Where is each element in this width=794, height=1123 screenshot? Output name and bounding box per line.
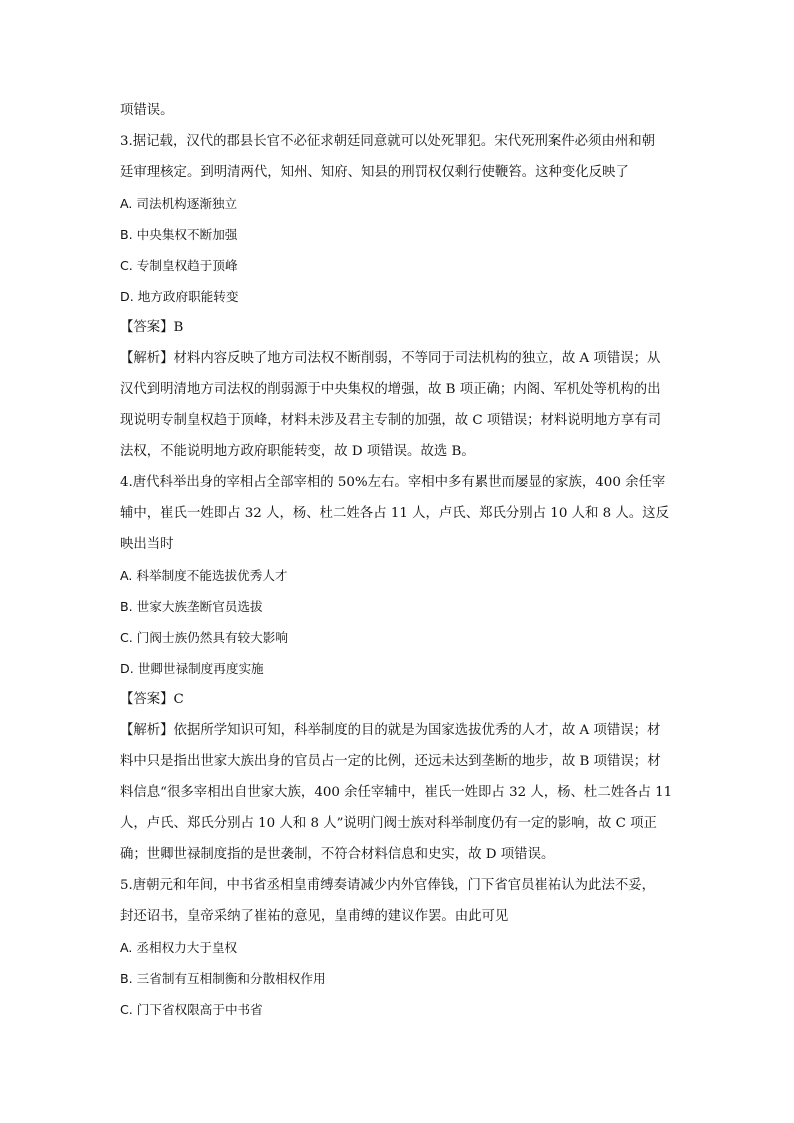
question-5-stem-cont: 封还诏书，皇帝采纳了崔祐的意见，皇甫缚的建议作罢。由此可见 xyxy=(120,909,509,924)
question-4-stem: 4.唐代科举出身的宰相占全部宰相的 50%左右。宰相中多有累世而屡显的家族，400 余任宰 xyxy=(120,475,666,490)
question-4-option-b: B. 世家大族垄断官员选拔 xyxy=(120,599,263,614)
question-5-stem: 5.唐朝元和年间，中书省丞相皇甫缚奏请减少内外官俸钱，门下省官员崔祐认为此法不妥， xyxy=(120,878,656,893)
question-4-analysis-cont: 确；世卿世禄制度指的是世袭制，不符合材料信息和史实，故 D 项错误。 xyxy=(120,847,555,862)
question-4-stem-cont: 映出当时 xyxy=(120,537,174,552)
question-4-option-d: D. 世卿世禄制度再度实施 xyxy=(120,661,264,676)
question-4-analysis: 【解析】依据所学知识可知，科举制度的目的就是为国家选拔优秀的人才，故 A 项错误；材 xyxy=(120,723,661,738)
question-3-analysis-cont: 汉代到明清地方司法权的削弱源于中央集权的增强，故 B 项正确；内阁、军机处等机构的出 xyxy=(120,382,661,397)
question-3-stem-cont: 廷审理核定。到明清两代，知州、知府、知县的刑罚权仅剩行使鞭笞。这种变化反映了 xyxy=(120,165,629,180)
question-4-analysis-cont: 料信息“很多宰相出自世家大族，400 余任宰辅中，崔氏一姓即占 32 人，杨、杜二姓各占 11 xyxy=(120,785,673,800)
question-5-option-c: C. 门下省权限高于中书省 xyxy=(120,1002,263,1017)
question-3-analysis: 【解析】材料内容反映了地方司法权不断削弱，不等同于司法机构的独立，故 A 项错误；从 xyxy=(120,351,661,366)
text-line: 项错误。 xyxy=(120,103,174,118)
question-3-answer: 【答案】B xyxy=(120,320,184,335)
question-4-stem-cont: 辅中，崔氏一姓即占 32 人，杨、杜二姓各占 11 人，卢氏、郑氏分别占 10 人和 8 人。这反 xyxy=(120,506,669,521)
question-3-option-c: C. 专制皇权趋于顶峰 xyxy=(120,258,238,273)
question-4-answer: 【答案】C xyxy=(120,692,184,707)
question-3-option-d: D. 地方政府职能转变 xyxy=(120,289,239,304)
question-3-option-b: B. 中央集权不断加强 xyxy=(120,227,238,242)
question-4-option-c: C. 门阀士族仍然具有较大影响 xyxy=(120,630,288,645)
question-4-analysis-cont: 料中只是指出世家大族出身的官员占一定的比例，还远未达到垄断的地步，故 B 项错误；材 xyxy=(120,754,661,769)
question-3-analysis-cont: 现说明专制皇权趋于顶峰，材料未涉及君主专制的加强，故 C 项错误；材料说明地方享有司 xyxy=(120,413,661,428)
question-3-analysis-cont: 法权，不能说明地方政府职能转变，故 D 项错误。故选 B。 xyxy=(120,444,475,459)
question-3-stem: 3.据记载，汉代的郡县长官不必征求朝廷同意就可以处死罪犯。宋代死刑案件必须由州和朝 xyxy=(120,134,656,149)
question-5-option-a: A. 丞相权力大于皇权 xyxy=(120,940,238,955)
question-4-option-a: A. 科举制度不能选拔优秀人才 xyxy=(120,568,288,583)
question-5-option-b: B. 三省制有互相制衡和分散相权作用 xyxy=(120,971,326,986)
question-3-option-a: A. 司法机构逐渐独立 xyxy=(120,196,238,211)
question-4-analysis-cont: 人，卢氏、郑氏分别占 10 人和 8 人”说明门阀士族对科举制度仍有一定的影响，故 C 项正 xyxy=(120,816,657,831)
